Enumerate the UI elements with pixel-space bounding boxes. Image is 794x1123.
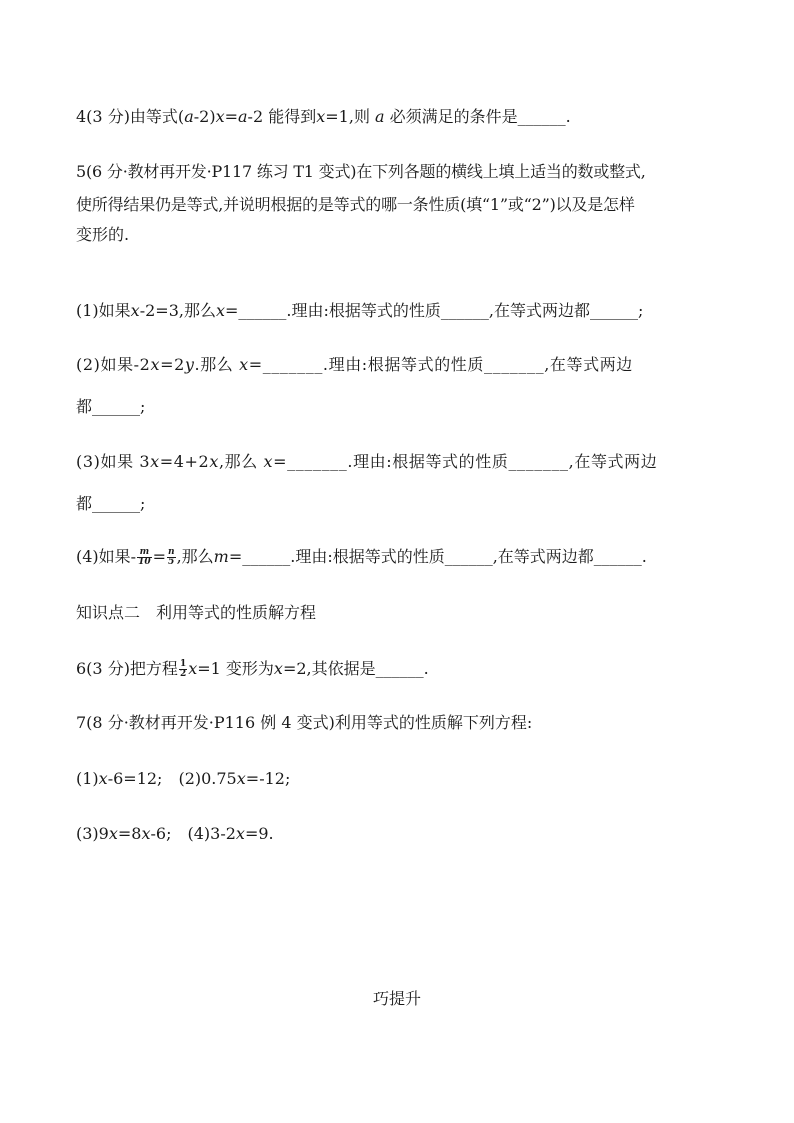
question-4 <box>76 106 736 128</box>
q6-text: =2,其依据是______. <box>282 659 429 678</box>
var-a: a <box>238 107 248 126</box>
q7-text: (1) <box>76 769 99 788</box>
var-x: x <box>273 659 283 678</box>
q4-text: 4(3 分)由等式( <box>76 107 185 126</box>
q4-text: =1,则 <box>325 107 376 126</box>
question-6 <box>76 658 736 680</box>
section-heading: 知识点二 利用等式的性质解方程 <box>76 603 317 622</box>
question-5-part-3-continued: 都______; <box>76 494 146 513</box>
q6-text: 6(3 分)把方程 <box>76 659 178 678</box>
var-x: x <box>141 824 151 843</box>
p1-text: (1)如果 <box>76 301 131 320</box>
question-5-line-2: 使所得结果仍是等式,并说明根据的是等式的哪一条性质(填“1”或“2”)以及是怎样 <box>76 195 635 214</box>
fraction-denominator: 5 <box>168 557 175 567</box>
p2-text: .那么 <box>194 355 240 374</box>
question-5-part-3 <box>76 451 736 473</box>
p4-text: =______.理由:根据等式的性质______,在等式两边都______. <box>228 547 647 566</box>
fraction-one-half <box>179 660 187 679</box>
q7-text: -6=12; (2)0.75 <box>107 769 237 788</box>
p2-text: =2 <box>160 355 185 374</box>
fraction-numerator: m <box>137 548 152 558</box>
var-x: x <box>150 452 160 471</box>
fraction-m-over-10 <box>137 548 152 567</box>
q7-text: -6; (4)3-2 <box>150 824 236 843</box>
p1-text: =______.理由:根据等式的性质______,在等式两边都______; <box>225 301 644 320</box>
q6-text: =1 变形为 <box>197 659 274 678</box>
q7-text: (3)9 <box>76 824 109 843</box>
p3-text: ,那么 <box>218 452 264 471</box>
var-x: x <box>215 301 225 320</box>
fraction-denominator: 10 <box>138 557 151 567</box>
p4-text: ,那么 <box>176 547 214 566</box>
question-7-parts-1-2 <box>76 768 736 790</box>
var-x: x <box>316 107 326 126</box>
section-title-footer: 巧提升 <box>372 989 421 1008</box>
var-x: x <box>236 769 246 788</box>
var-x: x <box>263 452 274 471</box>
q4-text: 必须满足的条件是______. <box>384 107 571 126</box>
q7-text: =-12; <box>245 769 291 788</box>
question-5-part-2-continued: 都______; <box>76 397 146 416</box>
q4-text: -2) <box>193 107 216 126</box>
var-x: x <box>215 107 225 126</box>
q7-text: =9. <box>244 824 274 843</box>
var-x: x <box>98 769 108 788</box>
p2-text: (2)如果-2 <box>76 355 151 374</box>
fraction-denominator: 2 <box>179 669 187 679</box>
fraction-numerator: n <box>168 547 175 557</box>
var-x: x <box>108 824 118 843</box>
p3-text: (3)如果 3 <box>76 452 151 471</box>
var-x: x <box>235 824 245 843</box>
p4-text: (4)如果- <box>76 547 137 566</box>
question-5-line-1: 5(6 分·教材再开发·P117 练习 T1 变式)在下列各题的横线上填上适当的数或整式, <box>76 162 646 181</box>
var-x: x <box>239 355 249 374</box>
fraction-n-over-5 <box>167 548 176 567</box>
q7-text: =8 <box>117 824 142 843</box>
var-x: x <box>209 452 219 471</box>
question-7: 7(8 分·教材再开发·P116 例 4 变式)利用等式的性质解下列方程: <box>76 713 533 732</box>
question-5-part-4 <box>76 546 736 568</box>
var-m: m <box>213 547 229 566</box>
var-x: x <box>130 301 140 320</box>
p4-text: = <box>152 547 167 566</box>
question-5-line-3: 变形的. <box>76 225 130 244</box>
var-y: y <box>184 355 195 374</box>
p3-text: =4+2 <box>159 452 210 471</box>
var-x: x <box>188 659 198 678</box>
var-a: a <box>375 107 385 126</box>
p2-text: =_______.理由:根据等式的性质_______,在等式两边 <box>248 355 633 374</box>
q4-text: = <box>224 107 238 126</box>
p1-text: -2=3,那么 <box>139 301 216 320</box>
question-5-part-1 <box>76 300 736 322</box>
question-5-part-2 <box>76 354 736 376</box>
var-x: x <box>150 355 161 374</box>
var-a: a <box>184 107 194 126</box>
q4-text: -2 能得到 <box>247 107 317 126</box>
question-7-parts-3-4 <box>76 823 736 845</box>
fraction-numerator: 1 <box>179 659 187 669</box>
p3-text: =_______.理由:根据等式的性质_______,在等式两边 <box>273 452 658 471</box>
